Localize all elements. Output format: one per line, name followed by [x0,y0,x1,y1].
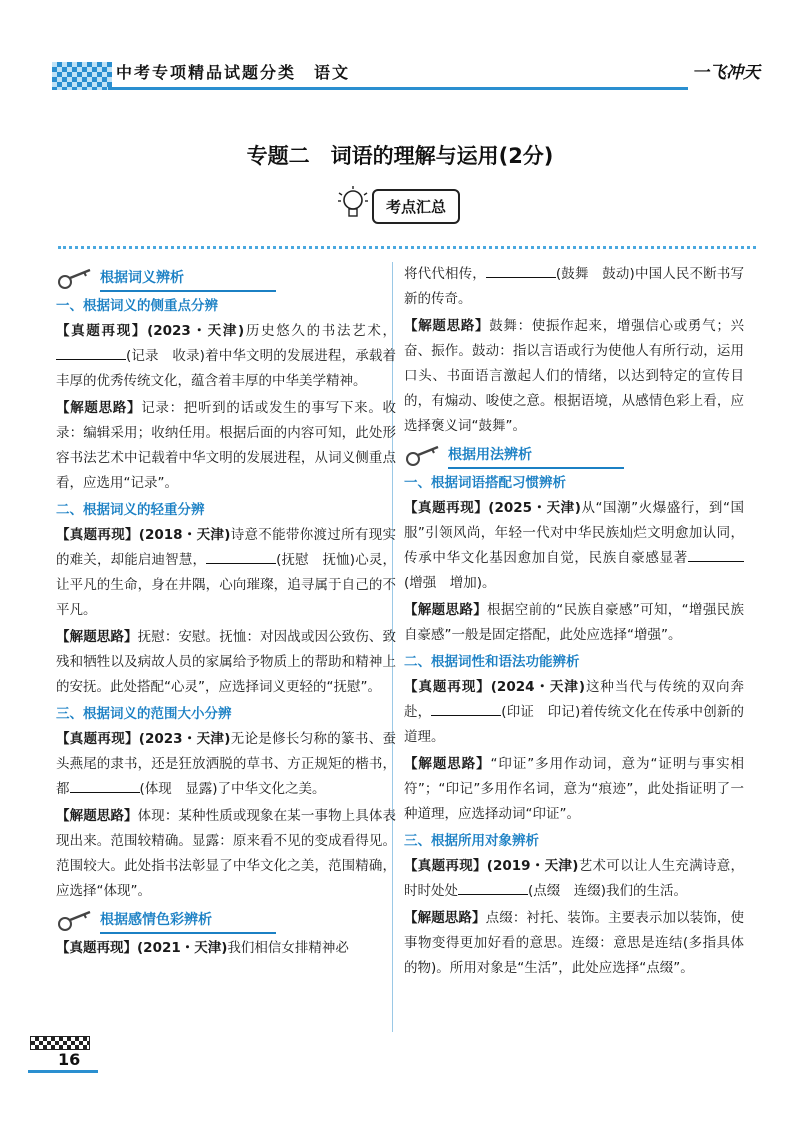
question [56,523,396,623]
section-heading [404,443,744,469]
tag: 【解题思路】 [56,808,138,824]
subheading: 三、根据词义的范围大小分辨 [56,706,232,722]
page-number: 16 [58,1050,81,1069]
page-title: 专题二 词语的理解与运用(2分) [246,144,554,168]
question-text: 从“国潮”火爆盛行，到“国服”引领风尚，年轻一代对中华民族灿烂文明愈加认同，传承中华文化基因愈加自觉，民族自豪感显著 [404,500,745,566]
section-heading [56,266,396,292]
question-text: 艺术可以让人生充满诗意，时时处处 [404,858,744,899]
tag: 【真题再现】 [56,527,139,543]
key-icon [56,266,96,292]
answer-text: 记录：把听到的话或发生的事写下来。收录：编辑采用；收纳任用。根据后面的内容可知，此处形容书法艺术中记载着中华文明的发展进程，从词义侧重点看，应选用“记录”。 [56,400,397,491]
source: (2023・天津) [147,323,245,339]
question-text: (鼓舞 鼓动)中国人民不断书写新的传奇。 [404,266,744,307]
question-text: (抚慰 抚恤)心灵，让平凡的生命，身在井隅，心向璀璨，追寻属于自己的不平凡。 [56,552,396,618]
subheading: 二、根据词义的轻重分辨 [56,502,205,518]
right-column [404,262,744,983]
answer [404,752,744,827]
header-rule [108,87,688,90]
section-badge [330,183,480,227]
answer [404,906,744,981]
answer-text: 体现：某种性质或现象在某一事物上具体表现出来。范围较精确。显露：原来看不见的变成看得见。范围较大。此处指书法彰显了中华文化之美，范围精确，应选择“体现”。 [56,808,396,899]
question-text: (点缀 连缀)我们的生活。 [528,883,688,899]
source: (2024・天津) [490,679,585,695]
answer-text: 点缀：衬托、装饰。主要表示加以装饰，使事物变得更加好看的意思。连缀：意思是连结(多指具体的物)。所用对象是“生活”，此处应选择“点缀”。 [404,910,744,976]
answer [56,625,396,700]
answer-blank [431,701,501,716]
source: (2019・天津) [486,858,579,874]
subheading: 一、根据词义的侧重点分辨 [56,298,218,314]
tag: 【解题思路】 [404,318,490,334]
question-text: 我们相信女排精神必 [227,940,349,956]
tag: 【真题再现】 [56,940,137,956]
question [56,936,396,961]
page-footer [28,1036,108,1076]
answer [56,396,396,496]
question [404,854,744,904]
key-icon [56,908,96,934]
footer-rule [28,1070,98,1073]
answer-blank [56,345,126,360]
question-text: 诗意不能带你渡过所有现实的难关，却能启迪智慧， [56,527,396,568]
section-label: 根据感情色彩辨析 [100,912,212,928]
question-text: (体现 显露)了中华文化之美。 [139,781,326,797]
question [404,675,744,750]
brand-logo: 一飞冲天 [692,63,760,83]
answer [404,314,744,439]
question-text: (增强 增加)。 [404,575,496,591]
tag: 【真题再现】 [56,323,148,339]
question-text: 历史悠久的书法艺术， [244,323,397,339]
header-title: 中考专项精品试题分类 语文 [116,63,351,82]
tag: 【解题思路】 [56,629,138,645]
tag: 【真题再现】 [404,500,489,516]
answer-text: 抚慰：安慰。抚恤：对因战或因公致伤、致残和牺牲以及病故人员的家属给予物质上的帮助和精神上的安抚。此处搭配“心灵”，应选择词义更轻的“抚慰”。 [56,629,396,695]
key-icon [404,443,444,469]
answer-blank [70,778,140,793]
tag: 【解题思路】 [56,400,142,416]
answer-blank [206,549,276,564]
source: (2023・天津) [138,731,231,747]
answer-blank [458,880,528,895]
subheading: 二、根据词性和语法功能辨析 [404,654,580,670]
answer-text: 鼓舞：使振作起来，增强信心或勇气；兴奋、振作。鼓动：指以言语或行为使他人有所行动，运用口头、书面语言激起人们的情绪，以达到特定的宣传目的，有煽动、唆使之意。根据语境，从感情色彩上看，应选择褒义词“鼓舞”。 [404,318,745,434]
question-text: (记录 收录)着中华文明的发展进程，承载着丰厚的优秀传统文化，蕴含着丰厚的中华美学精神。 [56,348,396,389]
section-heading [56,908,396,934]
badge-label: 考点汇总 [372,189,460,224]
answer-blank [688,547,744,562]
section-label: 根据词义辨析 [100,270,184,286]
source: (2021・天津) [137,940,228,956]
checker-decoration [52,62,112,90]
answer [56,804,396,904]
question [56,319,396,394]
source: (2018・天津) [138,527,231,543]
tag: 【解题思路】 [404,910,486,926]
question [56,727,396,802]
answer-text: “印证”多用作动词，意为“证明与事实相符”；“印记”多用作名词，意为“痕迹”，此处指证明了一种道理，应选择动词“印证”。 [404,756,745,822]
source: (2025・天津) [488,500,581,516]
checkered-flag-icon [30,1036,90,1050]
answer-blank [486,263,556,278]
question [404,496,744,596]
question-text: 无论是修长匀称的篆书、蚕头燕尾的隶书，还是狂放洒脱的草书、方正规矩的楷书，都 [56,731,396,797]
tag: 【解题思路】 [404,602,488,618]
subheading: 一、根据词语搭配习惯辨析 [404,475,566,491]
tag: 【真题再现】 [404,679,491,695]
left-column [56,262,396,963]
question-text: (印证 印记)着传统文化在传承中创新的道理。 [404,704,744,745]
lightbulb-icon [336,185,370,225]
tag: 【真题再现】 [404,858,487,874]
question-text: 这种当代与传统的双向奔赴， [404,679,745,720]
subheading: 三、根据所用对象辨析 [404,833,539,849]
answer-text: 根据空前的“民族自豪感”可知，“增强民族自豪感”一般是固定搭配，此处应选择“增强”。 [404,602,744,643]
section-label: 根据用法辨析 [448,447,532,463]
answer [404,598,744,648]
question-continued [404,262,744,312]
dotted-divider [58,246,756,249]
question-text: 将代代相传， [404,266,486,282]
tag: 【真题再现】 [56,731,139,747]
page-header [52,54,760,90]
tag: 【解题思路】 [404,756,491,772]
